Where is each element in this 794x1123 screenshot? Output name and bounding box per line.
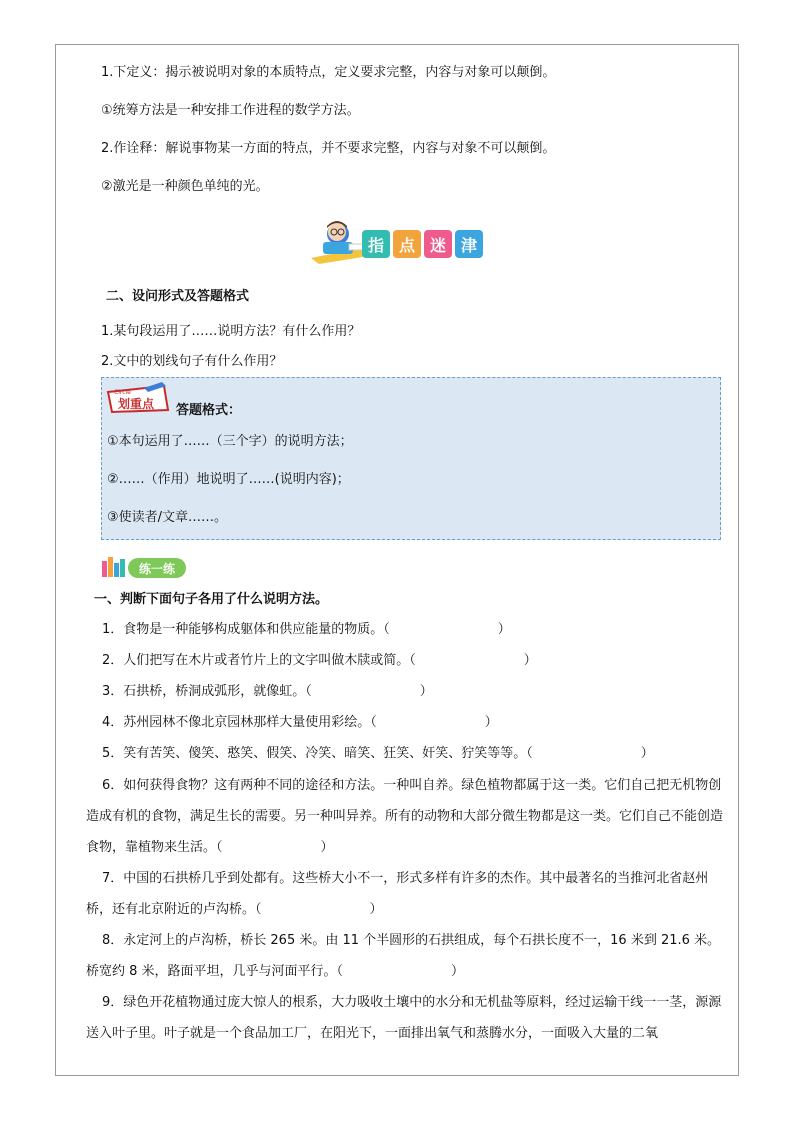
answer-format-item-1: ①本句运用了……（三个字）的说明方法； — [107, 434, 353, 449]
exercise-item-4: 4．苏州园林不像北京园林那样大量使用彩绘。（ ） — [102, 715, 498, 730]
stamp-small-text: Circle — [114, 389, 131, 396]
exercise-item-2: 2．人们把写在木片或者竹片上的文字叫做木牍或简。（ ） — [102, 653, 537, 668]
exercise-item-5: 5．笑有苦笑、傻笑、憨笑、假笑、冷笑、暗笑、狂笑、奸笑、狞笑等等。（ ） — [102, 746, 654, 761]
answer-format-item-3: ③使读者/文章……。 — [107, 510, 228, 525]
banner-char-3: 迷 — [424, 230, 452, 258]
section-2-title: 二、设问形式及答题格式 — [106, 289, 250, 304]
banner-title — [362, 230, 483, 258]
answer-format-item-2: ②……（作用）地说明了……(说明内容)； — [107, 472, 350, 487]
practice-label: 练一练 — [138, 562, 176, 576]
exercise-item-1: 1．食物是一种能够构成躯体和供应能量的物质。（ ） — [102, 622, 511, 637]
banner-char-4: 津 — [455, 230, 483, 258]
question-2: 2.文中的划线句子有什么作用？ — [101, 354, 283, 369]
definition-example-1: ①统筹方法是一种安排工作进程的数学方法。 — [101, 103, 360, 118]
practice-badge — [100, 553, 190, 579]
exercise-item-3: 3．石拱桥，桥洞成弧形，就像虹。（ ） — [102, 684, 433, 699]
question-1: 1.某句段运用了……说明方法？有什么作用？ — [101, 324, 361, 339]
definition-line-2: 2.作诠释：解说事物某一方面的特点，并不要求完整，内容与对象不可以颠倒。 — [101, 141, 556, 156]
answer-format-heading: 答题格式： — [176, 403, 242, 418]
banner-char-1: 指 — [362, 230, 390, 258]
highlight-stamp — [104, 380, 172, 414]
banner-char-2: 点 — [393, 230, 421, 258]
exercise-item-9: 9．绿色开花植物通过庞大惊人的根系，大力吸收土壤中的水分和无机盐等原料，经过运输干线一一茎，源源送入叶子里。叶子就是一个食品加工厂，在阳光下，一面排出氧气和蒸腾水分，一面吸入大量的二氧 — [86, 995, 722, 1041]
definition-line-1: 1.下定义：揭示被说明对象的本质特点，定义要求完整，内容与对象可以颠倒。 — [101, 65, 556, 80]
definition-example-2: ②激光是一种颜色单纯的光。 — [101, 179, 269, 194]
exercise-item-7: 7．中国的石拱桥几乎到处都有。这些桥大小不一，形式多样有许多的杰作。其中最著名的当推河北省赵州桥，还有北京附近的卢沟桥。（ ） — [86, 871, 709, 917]
stamp-text: 划重点 — [118, 397, 155, 411]
exercise-item-6: 6．如何获得食物？这有两种不同的途径和方法。一种叫自养。绿色植物都属于这一类。它们自己把无机物创造成有机的食物，满足生长的需要。另一种叫异养。所有的动物和大部分微生物都是这一类。它们自己不能创造食物，靠植物来生活。（ ） — [86, 778, 724, 855]
exercise-title: 一、判断下面句子各用了什么说明方法。 — [94, 592, 329, 607]
exercise-item-8: 8．永定河上的卢沟桥，桥长 265 米。由 11 个半圆形的石拱组成，每个石拱长度不一，16 米到 21.6 米。桥宽约 8 米，路面平坦，几乎与河面平行。（ ） — [86, 933, 721, 979]
